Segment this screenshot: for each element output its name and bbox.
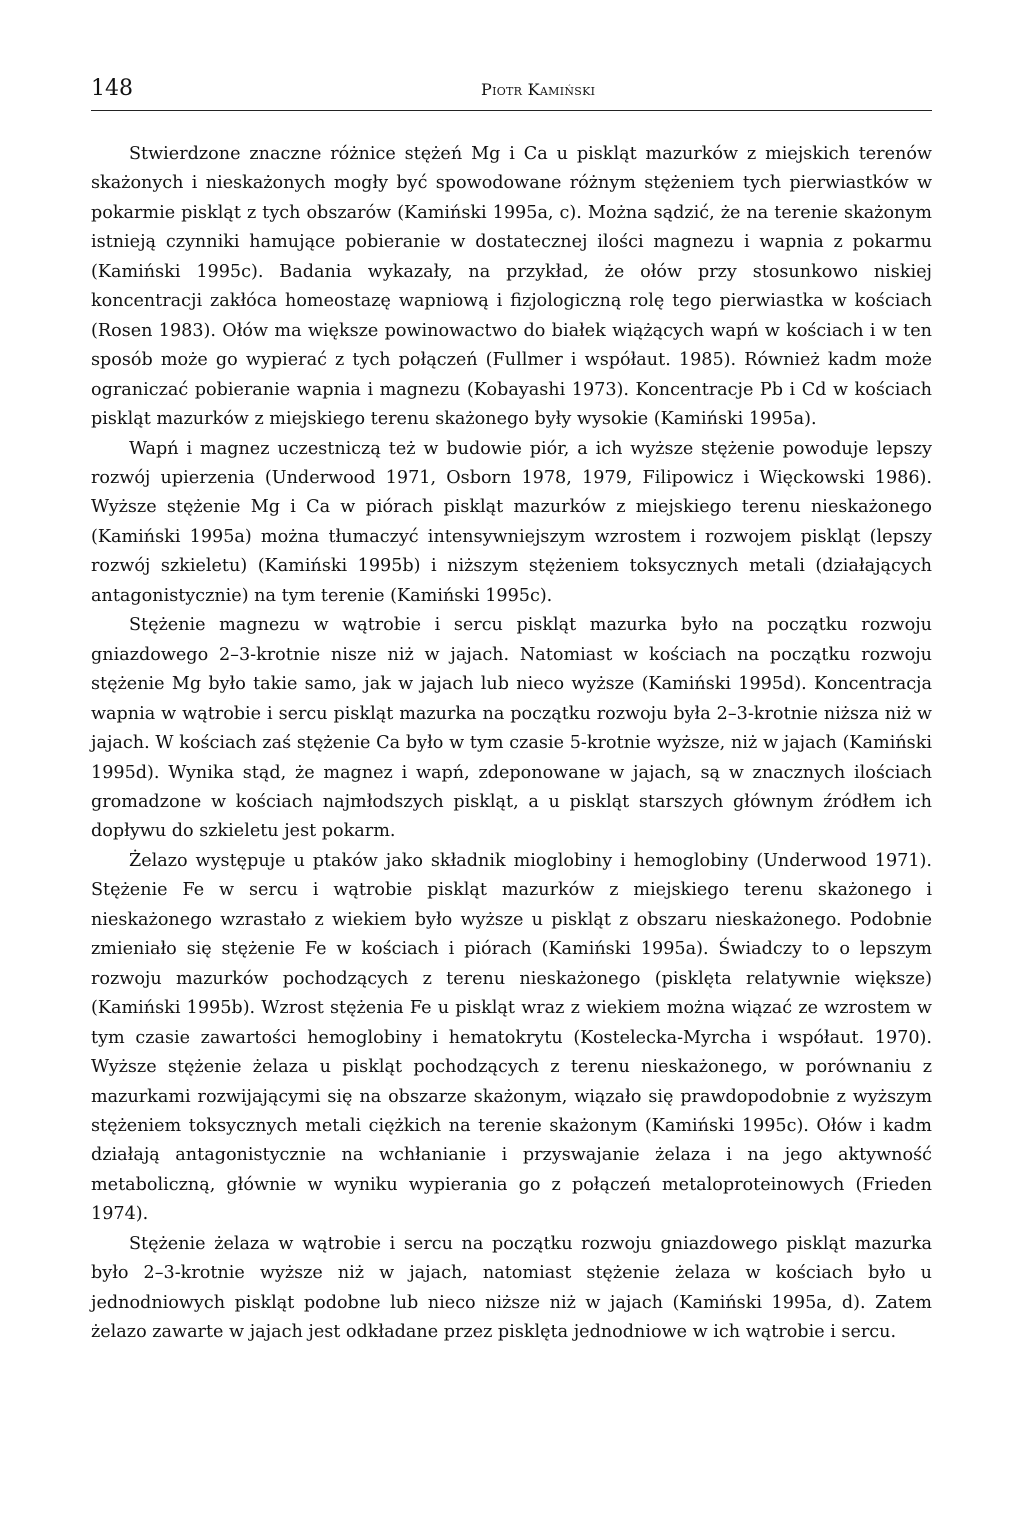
running-head-author: Piotr Kamiński	[481, 80, 596, 99]
body-text	[91, 140, 932, 1348]
paragraph-5: Stężenie żelaza w wątrobie i sercu na początku rozwoju gniazdowego piskląt mazurka było 2–3-krotnie wyższe niż w jajach, natomiast stężenie żelaza w kościach było u jednodniowych piskląt podobne lub nieco niższe niż w jajach (Kamiński 1995a, d). Zatem żelazo zawarte w jajach jest odkładane przez pisklęta jednodniowe w ich wątrobie i sercu.	[91, 1233, 932, 1343]
paragraph-3: Stężenie magnezu w wątrobie i sercu piskląt mazurka było na początku rozwoju gniazdowego 2–3-krotnie nisze niż w jajach. Natomiast w kościach na początku rozwoju stężenie Mg było takie samo, jak w jajach lub nieco wyższe (Kamiński 1995d). Koncentracja wapnia w wątrobie i sercu piskląt mazurka na początku rozwoju była 2–3-krotnie niższa niż w jajach. W kościach zaś stężenie Ca było w tym czasie 5-krotnie wyższe, niż w jajach (Kamiński 1995d). Wynika stąd, że magnez i wapń, zdeponowane w jajach, są w znacznych ilościach gromadzone w kościach najmłodszych piskląt, a u piskląt starszych głównym źródłem ich dopływu do szkieletu jest pokarm.	[91, 615, 932, 842]
paragraph-2: Wapń i magnez uczestniczą też w budowie piór, a ich wyższe stężenie powoduje lepszy rozwój upierzenia (Underwood 1971, Osborn 1978, 1979, Filipowicz i Więckowski 1986). Wyższe stężenie Mg i Ca w piórach piskląt mazurków z miejskiego terenu nieskażonego (Kamiński 1995a) można tłumaczyć intensywniejszym wzrostem i rozwojem piskląt (lepszy rozwój szkieletu) (Kamiński 1995b) i niższym stężeniem toksycznych metali (działających antagonistycznie) na tym terenie (Kamiński 1995c).	[91, 438, 932, 606]
paragraph-4: Żelazo występuje u ptaków jako składnik mioglobiny i hemoglobiny (Underwood 1971). Stężenie Fe w sercu i wątrobie piskląt mazurków z miejskiego terenu skażonego i nieskażonego wzrastało z wiekiem było wyższe u piskląt z obszaru nieskażonego. Podobnie zmieniało się stężenie Fe w kościach i piórach (Kamiński 1995a). Świadczy to o lepszym rozwoju mazurków pochodzących z terenu nieskażonego (pisklęta relatywnie większe) (Kamiński 1995b). Wzrost stężenia Fe u piskląt wraz z wiekiem można wiązać ze wzrostem w tym czasie zawartości hemoglobiny i hematokrytu (Kostelecka-Myrcha i współaut. 1970). Wyższe stężenie żelaza u piskląt pochodzących z terenu nieskażonego, w porównaniu z mazurkami rozwijającymi się na obszarze skażonym, wiązało się prawdopodobnie z wyższym stężeniem toksycznych metali ciężkich na terenie skażonym (Kamiński 1995c). Ołów i kadm działają antagonistycznie na wchłanianie i przyswajanie żelaza i na jego aktywność metaboliczną, głównie w wyniku wypierania go z połączeń metaloproteinowych (Frieden 1974).	[91, 850, 932, 1225]
running-head	[91, 74, 932, 111]
paragraph-1: Stwierdzone znaczne różnice stężeń Mg i Ca u piskląt mazurków z miejskich terenów skażonych i nieskażonych mogły być spowodowane różnym stężeniem tych pierwiastków w pokarmie piskląt z tych obszarów (Kamiński 1995a, c). Można sądzić, że na terenie skażonym istnieją czynniki hamujące pobieranie w dostatecznej ilości magnezu i wapnia z pokarmu (Kamiński 1995c). Badania wykazały, na przykład, że ołów przy stosunkowo niskiej koncentracji zakłóca homeostazę wapniową i fizjologiczną rolę tego pierwiastka w kościach (Rosen 1983). Ołów ma większe powinowactwo do białek wiążących wapń w kościach i w ten sposób może go wypierać z tych połączeń (Fullmer i współaut. 1985). Również kadm może ograniczać pobieranie wapnia i magnezu (Kobayashi 1973). Koncentracje Pb i Cd w kościach piskląt mazurków z miejskiego terenu skażonego były wysokie (Kamiński 1995a).	[91, 144, 932, 430]
page-number: 148	[91, 76, 133, 101]
